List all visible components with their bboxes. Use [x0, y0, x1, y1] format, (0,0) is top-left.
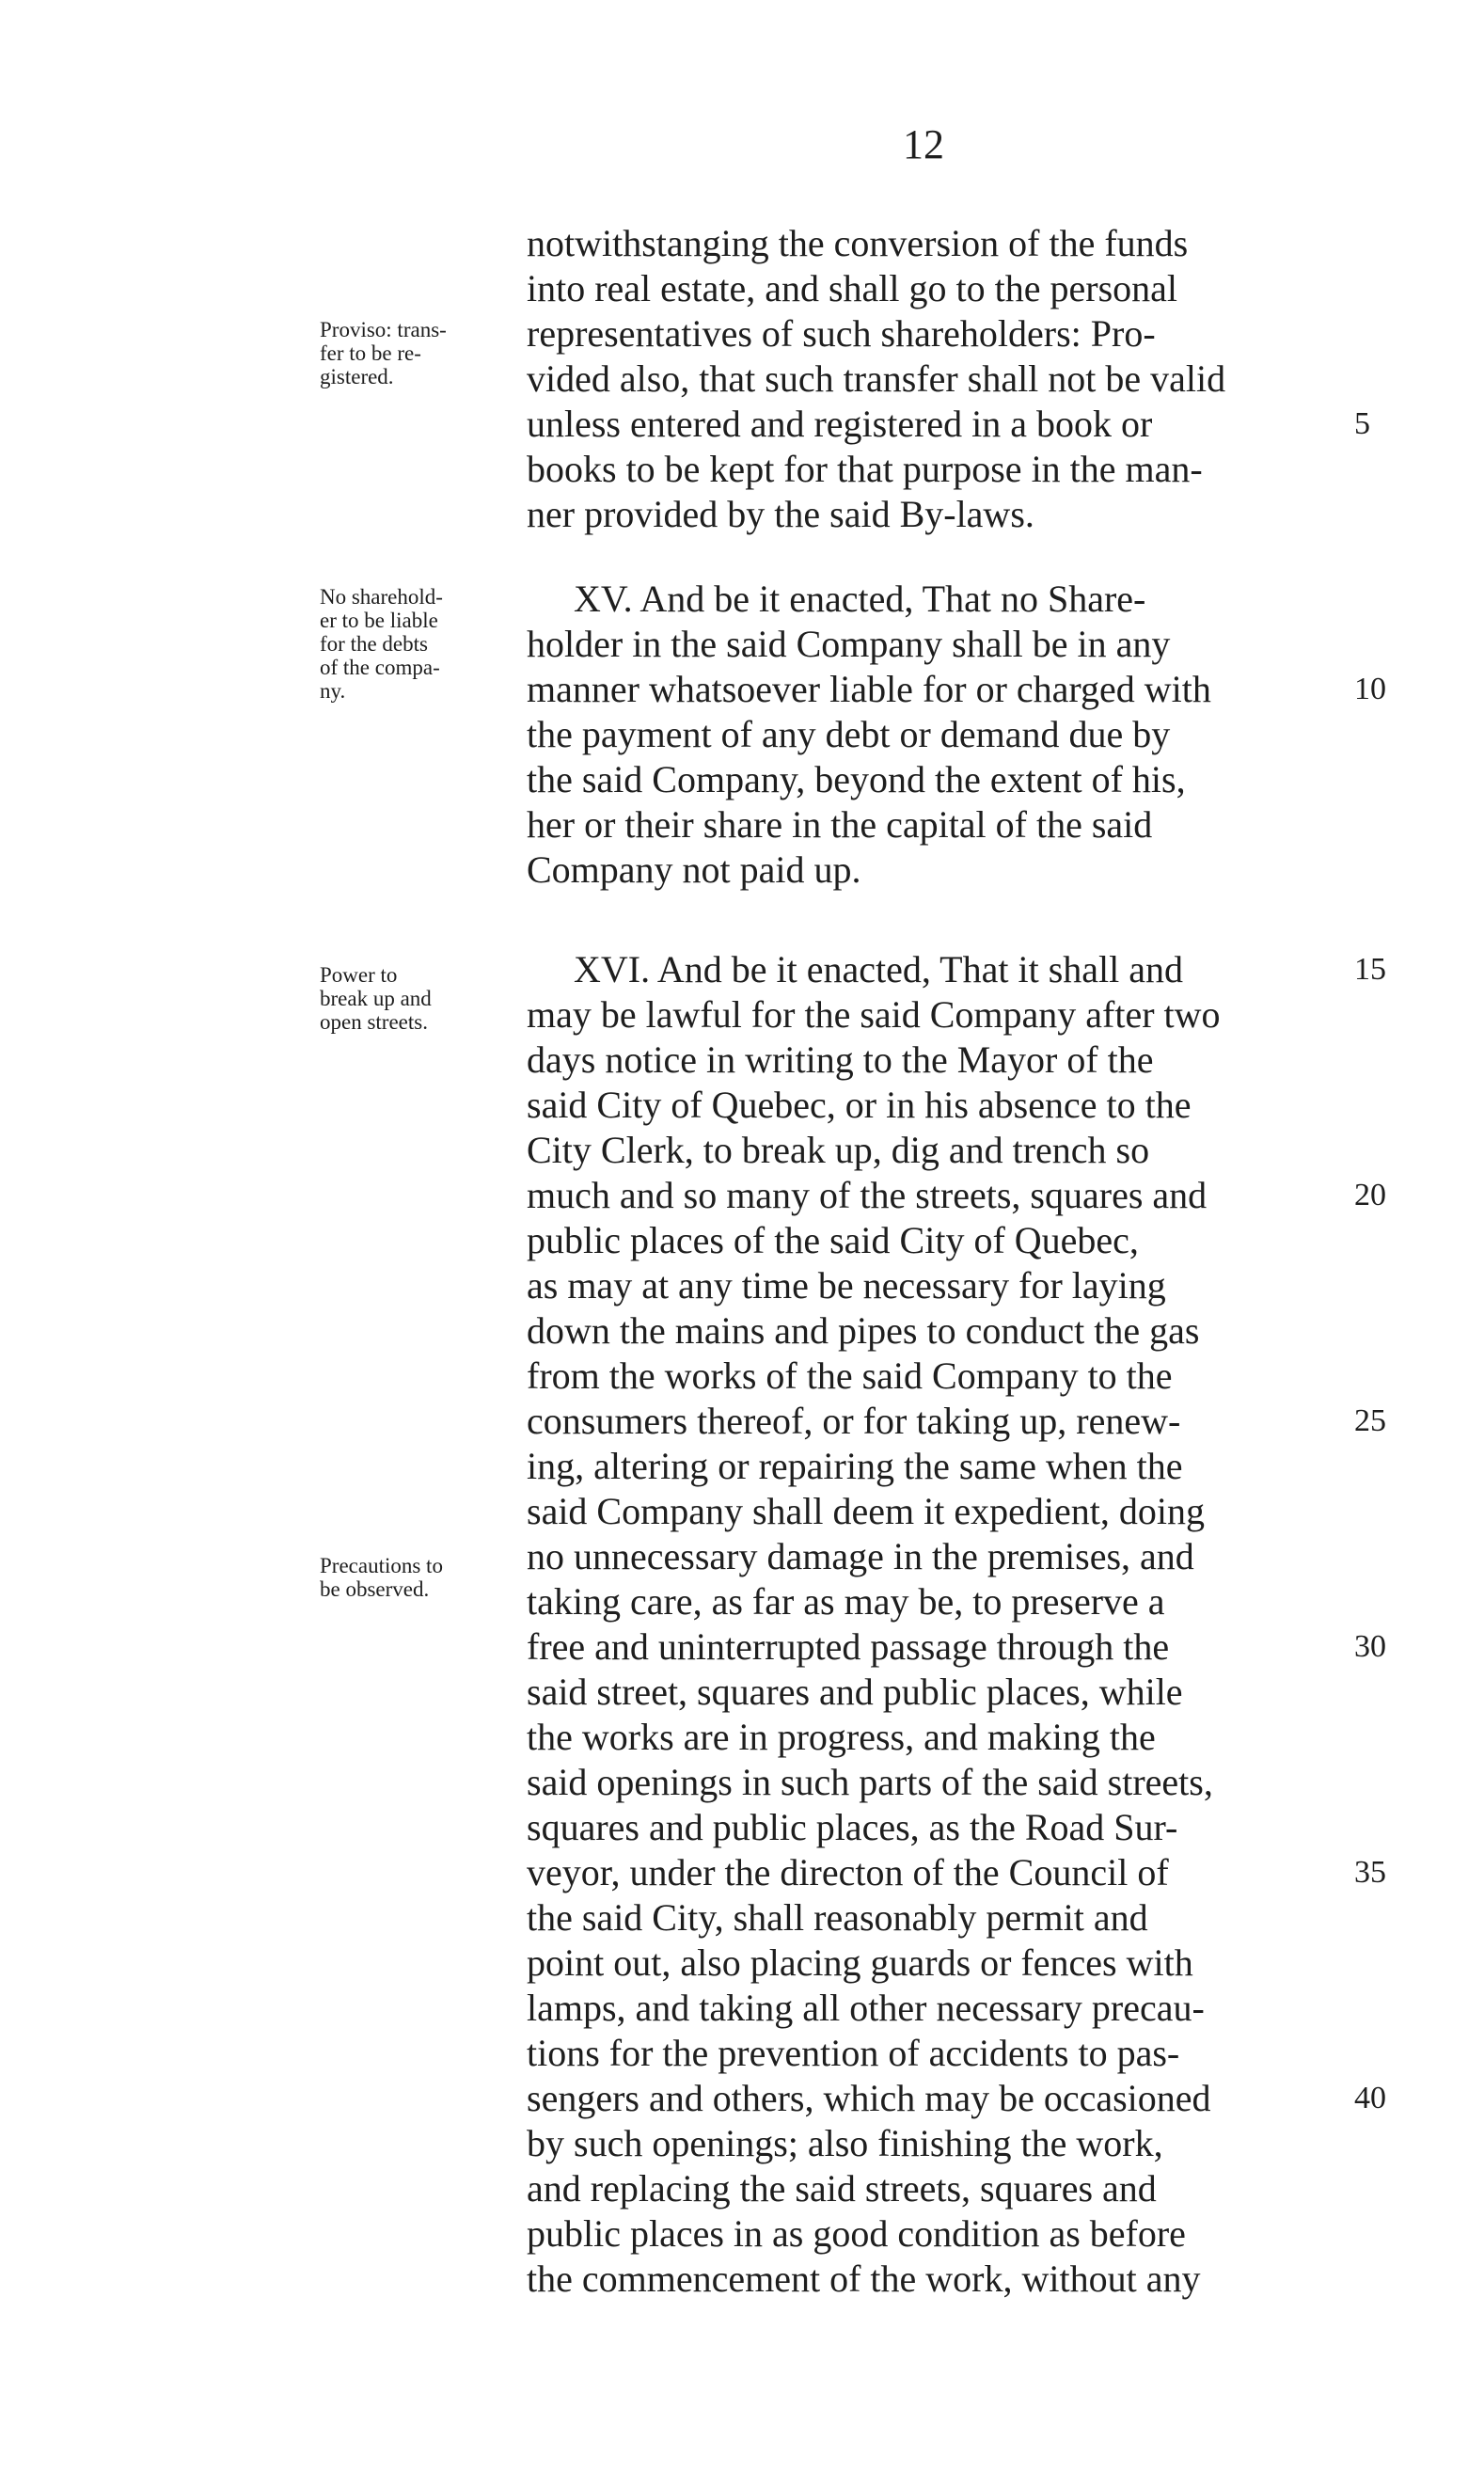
text-line: the said Company, beyond the extent of his,: [527, 758, 1186, 800]
margin-note-shareholder-not-liable: [320, 585, 517, 703]
margin-note-line: break up and: [320, 987, 432, 1010]
text-line: free and uninterrupted passage through the: [527, 1625, 1170, 1668]
section-heading-line: XV. And be it enacted, That no Share-: [574, 578, 1146, 620]
text-line: taking care, as far as may be, to preserve a: [527, 1580, 1165, 1623]
text-line: much and so many of the streets, squares and: [527, 1174, 1208, 1216]
text-line: said openings in such parts of the said streets,: [527, 1761, 1213, 1803]
text-line: ner provided by the said By-laws.: [527, 493, 1034, 535]
text-line: City Clerk, to break up, dig and trench so: [527, 1129, 1150, 1171]
text-line: said City of Quebec, or in his absence to the: [527, 1084, 1192, 1126]
text-line: said Company shall deem it expedient, doing: [527, 1490, 1205, 1532]
line-number: 25: [1354, 1403, 1386, 1438]
margin-note-precautions: [320, 1554, 517, 1601]
section-heading-line: XVI. And be it enacted, That it shall and: [574, 948, 1183, 990]
text-line: public places of the said City of Quebec,: [527, 1219, 1139, 1261]
margin-note-line: Proviso: trans-: [320, 318, 447, 341]
margin-note-line: of the compa-: [320, 656, 440, 679]
line-number: 10: [1354, 672, 1386, 706]
margin-note-power-to-break-streets: [320, 963, 517, 1034]
line-number: 30: [1354, 1629, 1386, 1664]
margin-note-line: ny.: [320, 679, 346, 703]
margin-note-line: open streets.: [320, 1010, 428, 1034]
line-number: 20: [1354, 1178, 1386, 1212]
text-line: from the works of the said Company to the: [527, 1354, 1173, 1397]
text-line: sengers and others, which may be occasioned: [527, 2077, 1211, 2119]
text-line: unless entered and registered in a book or: [527, 403, 1153, 445]
text-line: the payment of any debt or demand due by: [527, 713, 1171, 755]
text-line: consumers thereof, or for taking up, renew-: [527, 1400, 1181, 1442]
margin-note-line: No sharehold-: [320, 585, 443, 609]
text-line: holder in the said Company shall be in any: [527, 623, 1171, 665]
text-line: point out, also placing guards or fences with: [527, 1941, 1193, 1984]
margin-note-line: Precautions to: [320, 1554, 443, 1577]
page-number: 12: [903, 121, 944, 167]
text-line: no unnecessary damage in the premises, and: [527, 1535, 1194, 1577]
text-line: the said City, shall reasonably permit and: [527, 1896, 1148, 1939]
text-line: may be lawful for the said Company after two: [527, 993, 1221, 1036]
text-line: tions for the prevention of accidents to pas-: [527, 2032, 1180, 2074]
text-line: down the mains and pipes to conduct the gas: [527, 1309, 1200, 1352]
margin-note-line: be observed.: [320, 1577, 430, 1601]
margin-note-line: er to be liable: [320, 609, 438, 632]
margin-note-line: for the debts: [320, 632, 428, 656]
text-line: public places in as good condition as before: [527, 2212, 1186, 2255]
margin-note-line: gistered.: [320, 365, 394, 388]
text-line: notwithstanging the conversion of the funds: [527, 222, 1189, 264]
margin-note-line: fer to be re-: [320, 341, 421, 365]
text-line: Company not paid up.: [527, 848, 861, 891]
text-line: as may at any time be necessary for laying: [527, 1264, 1166, 1307]
text-line: representatives of such shareholders: Pro-: [527, 312, 1156, 355]
line-number: 5: [1354, 406, 1370, 441]
text-line: and replacing the said streets, squares and: [527, 2167, 1157, 2210]
text-line: manner whatsoever liable for or charged with: [527, 668, 1211, 710]
text-line: her or their share in the capital of the said: [527, 803, 1153, 846]
text-line: ing, altering or repairing the same when the: [527, 1445, 1183, 1487]
text-line: by such openings; also finishing the work,: [527, 2122, 1163, 2164]
text-line: books to be kept for that purpose in the man-: [527, 448, 1203, 490]
text-line: vided also, that such transfer shall not be valid: [527, 357, 1226, 400]
text-line: into real estate, and shall go to the personal: [527, 267, 1178, 309]
text-line: said street, squares and public places, while: [527, 1671, 1183, 1713]
line-number: 15: [1354, 952, 1386, 987]
text-line: days notice in writing to the Mayor of the: [527, 1038, 1154, 1081]
text-line: lamps, and taking all other necessary precau-: [527, 1987, 1205, 2029]
line-number: 40: [1354, 2081, 1386, 2115]
margin-note-proviso-transfer: [320, 318, 517, 388]
margin-note-line: Power to: [320, 963, 398, 987]
text-line: the works are in progress, and making the: [527, 1716, 1156, 1758]
text-line: veyor, under the directon of the Council of: [527, 1851, 1169, 1893]
text-line: the commencement of the work, without any: [527, 2257, 1201, 2300]
line-number: 35: [1354, 1855, 1386, 1890]
text-line: squares and public places, as the Road Sur-: [527, 1806, 1178, 1848]
